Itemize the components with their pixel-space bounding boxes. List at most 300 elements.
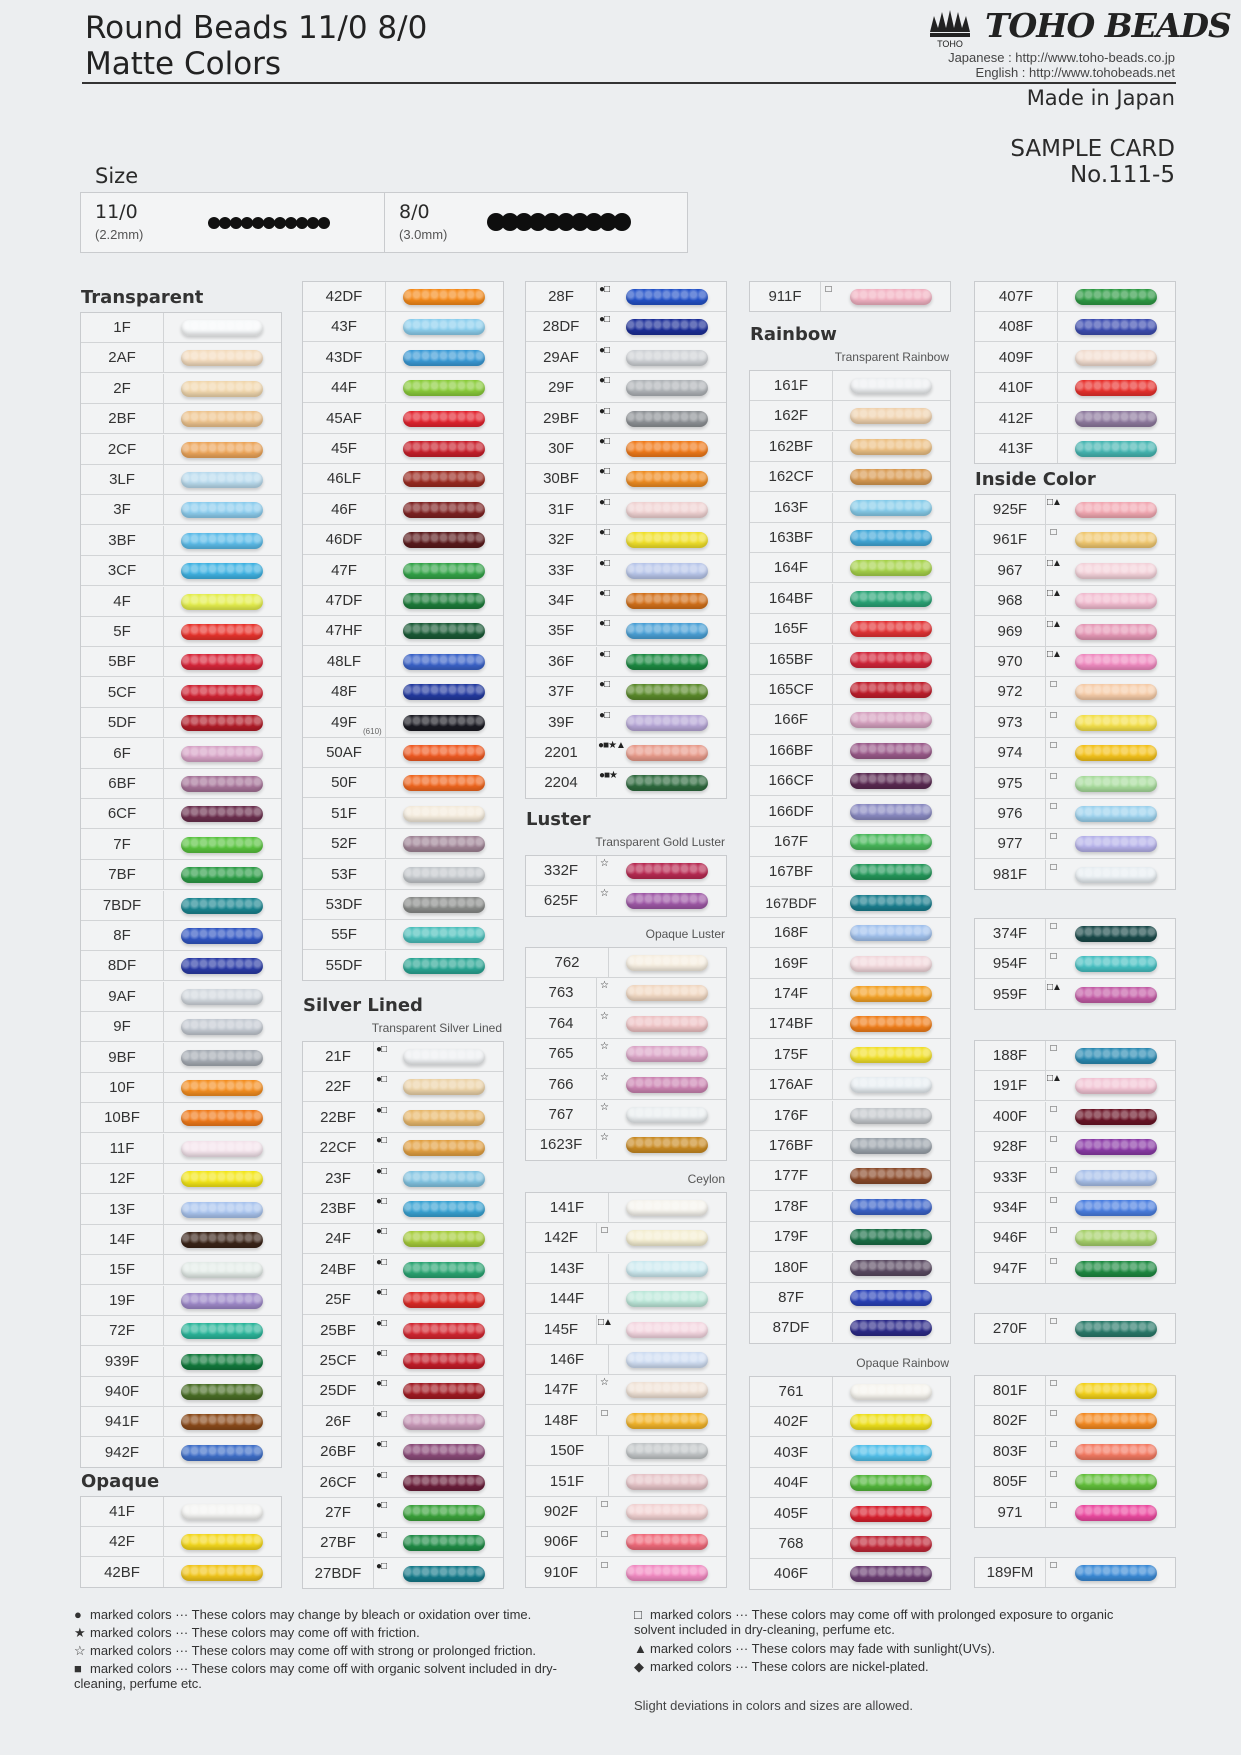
color-row (975, 1254, 1175, 1283)
bead-strand-swatch (626, 654, 708, 670)
care-mark-icon: □ (1050, 1195, 1056, 1206)
bead-strand-swatch (1075, 1048, 1157, 1064)
care-mark-icon: ☆ (600, 1102, 608, 1113)
color-row (81, 526, 281, 556)
bead-strand-swatch (403, 502, 485, 518)
color-code: 29BF (526, 404, 597, 433)
color-row (81, 1164, 281, 1194)
color-row (81, 617, 281, 647)
care-mark-icon: ●□ (375, 1287, 387, 1299)
bead-strand-swatch (626, 1504, 708, 1520)
bead-strand-swatch (1075, 1565, 1157, 1581)
color-card (302, 281, 504, 981)
color-row (750, 1313, 950, 1342)
care-mark-icon: ●□ (598, 557, 610, 569)
color-code: 31F (526, 495, 597, 524)
care-mark-icon: □ (1050, 1134, 1056, 1146)
care-mark-icon: □ (601, 1559, 607, 1571)
color-code: 176BF (750, 1131, 833, 1160)
color-code: 25BF (303, 1316, 374, 1345)
bead-strand-swatch (626, 1291, 708, 1307)
care-mark-icon: ●□ (598, 588, 610, 599)
color-row (81, 587, 281, 617)
color-row (526, 768, 726, 797)
subsection-label: Ceylon (687, 1172, 725, 1186)
color-code: 763 (526, 978, 597, 1007)
bead-strand-swatch (1075, 926, 1157, 942)
bead-strand-swatch (403, 1292, 485, 1308)
bead-strand-swatch (181, 867, 263, 883)
bead-strand-swatch (403, 1475, 485, 1491)
legend-label: marked colors (650, 1659, 732, 1674)
color-code: 933F (975, 1163, 1046, 1192)
bead-strand-swatch (181, 1080, 263, 1096)
bead-strand-swatch (403, 593, 485, 609)
color-code: 805F (975, 1467, 1046, 1496)
color-row (750, 462, 950, 492)
color-code: 925F (975, 495, 1046, 524)
care-mark-icon: □ (1050, 679, 1056, 691)
bead-strand-swatch (850, 956, 932, 972)
care-mark-icon: ●□ (598, 679, 610, 691)
bead-strand-swatch (850, 652, 932, 668)
color-code: 26BF (303, 1437, 374, 1466)
color-code: 53F (303, 860, 386, 889)
bead-strand-swatch (181, 989, 263, 1005)
color-card (749, 370, 951, 1344)
color-row (750, 797, 950, 827)
bead-strand-swatch (626, 502, 708, 518)
sample-card-title: SAMPLE CARD (1010, 136, 1175, 162)
care-mark-icon: □ (1050, 1499, 1056, 1511)
color-row (750, 282, 950, 311)
bead-strand-swatch (181, 381, 263, 397)
color-row (81, 465, 281, 495)
bead-strand-swatch (181, 1565, 263, 1581)
color-code: 13F (81, 1195, 164, 1224)
bead-strand-swatch (403, 563, 485, 579)
color-row (303, 1498, 503, 1528)
color-row (81, 1255, 281, 1285)
color-row (750, 979, 950, 1009)
color-code: 167BDF (750, 888, 833, 917)
color-row (526, 616, 726, 646)
bead-strand-swatch (181, 1445, 263, 1461)
color-row (303, 1255, 503, 1285)
color-row (975, 677, 1175, 707)
section-heading: Luster (526, 809, 591, 830)
bead-strand-swatch (403, 441, 485, 457)
bead-strand-swatch (626, 1565, 708, 1581)
color-row (526, 1467, 726, 1497)
color-code: 7F (81, 830, 164, 859)
color-code: 946F (975, 1223, 1046, 1252)
bead-strand-swatch (403, 1566, 485, 1582)
color-row (975, 1041, 1175, 1071)
color-row (750, 857, 950, 887)
color-card (749, 281, 951, 312)
bead-strand-swatch (850, 1260, 932, 1276)
care-mark-icon: ☆ (600, 1377, 608, 1389)
bead-strand-swatch (181, 715, 263, 731)
color-code: 766 (526, 1070, 597, 1099)
color-code: 46DF (303, 525, 386, 554)
color-code: 14F (81, 1225, 164, 1254)
bead-strand-swatch (181, 1110, 263, 1126)
bead-strand-swatch (181, 685, 263, 701)
bead-strand-swatch (403, 289, 485, 305)
care-mark-icon: ●□ (375, 1469, 387, 1481)
color-row (975, 860, 1175, 889)
care-mark-icon: □▲ (1047, 1073, 1061, 1085)
color-row (526, 708, 726, 738)
color-code: 162BF (750, 432, 833, 461)
size-large-mm: (3.0mm) (399, 227, 448, 242)
care-mark-icon: □ (1050, 709, 1056, 721)
color-row (303, 1468, 503, 1498)
bead-strand-swatch (1075, 593, 1157, 609)
bead-strand-swatch (181, 442, 263, 458)
bead-strand-swatch (181, 472, 263, 488)
subsection-label: Opaque Luster (645, 927, 725, 941)
color-code: 47DF (303, 586, 386, 615)
care-mark-icon: □ (601, 1407, 607, 1419)
bead-strand-swatch (181, 1354, 263, 1370)
color-row (303, 1133, 503, 1163)
color-code: 10F (81, 1073, 164, 1102)
bead-strand-swatch (850, 1138, 932, 1154)
legend-separator: ··· (171, 1661, 192, 1676)
color-code: 969 (975, 617, 1046, 646)
bead-strand-swatch (626, 319, 708, 335)
color-code: 163F (750, 493, 833, 522)
color-row (303, 738, 503, 768)
color-code: 43DF (303, 343, 386, 372)
care-mark-icon: ☆ (600, 1010, 608, 1022)
bead-strand-swatch (626, 745, 708, 761)
color-row (975, 1406, 1175, 1436)
bead-strand-swatch (181, 1019, 263, 1035)
color-code: 87DF (750, 1313, 833, 1342)
color-code: 971 (975, 1498, 1046, 1527)
bead-strand-swatch (1075, 1230, 1157, 1246)
color-row (526, 978, 726, 1008)
bead-strand-swatch (403, 1323, 485, 1339)
bead-strand-swatch (181, 1384, 263, 1400)
color-code: 166BF (750, 736, 833, 765)
color-code: 5BF (81, 647, 164, 676)
color-row (303, 1103, 503, 1133)
color-code: 974 (975, 738, 1046, 767)
color-row (303, 1285, 503, 1315)
color-row (750, 1040, 950, 1070)
care-mark-icon: □ (1050, 951, 1056, 963)
color-row (526, 464, 726, 494)
color-code: 147F (526, 1375, 597, 1404)
color-code: 55F (303, 920, 386, 949)
color-code: 802F (975, 1406, 1046, 1435)
color-code: 961F (975, 525, 1046, 554)
url-english[interactable]: English : http://www.tohobeads.net (975, 65, 1175, 80)
color-row (526, 856, 726, 886)
color-code: 413F (975, 434, 1058, 463)
color-code: 28DF (526, 312, 597, 341)
color-row (303, 829, 503, 859)
color-row (81, 1527, 281, 1557)
color-code: 29AF (526, 343, 597, 372)
color-row (975, 282, 1175, 312)
legend-text: These colors may fade with sunlight(UVs). (751, 1641, 996, 1656)
bead-strand-swatch (403, 1201, 485, 1217)
color-row (81, 343, 281, 373)
care-mark-icon: □ (1050, 801, 1056, 812)
legend-item (74, 1643, 579, 1658)
color-row (526, 586, 726, 616)
bead-strand-swatch (626, 1261, 708, 1277)
url-japanese[interactable]: Japanese : http://www.toho-beads.co.jp (948, 50, 1175, 65)
color-code: 53DF (303, 890, 386, 919)
bead-strand-swatch (850, 408, 932, 424)
color-row (975, 1163, 1175, 1193)
care-mark-icon: ●■★ (598, 770, 618, 782)
bead-strand-swatch (181, 624, 263, 640)
color-code: 176AF (750, 1070, 833, 1099)
color-code: 36F (526, 647, 597, 676)
bead-strand-swatch (850, 1414, 932, 1430)
color-row (975, 1071, 1175, 1101)
color-row (303, 1072, 503, 1102)
color-code: 906F (526, 1527, 597, 1556)
color-row (303, 677, 503, 707)
color-code: 46F (303, 495, 386, 524)
bead-strand-swatch (626, 1230, 708, 1246)
color-code: 177F (750, 1161, 833, 1190)
size-divider (384, 193, 385, 252)
color-row (81, 1497, 281, 1527)
bead-strand-swatch (1075, 987, 1157, 1003)
color-row (526, 647, 726, 677)
color-code: 6CF (81, 799, 164, 828)
bead-strand-swatch (626, 350, 708, 366)
care-mark-icon: ●□ (375, 1196, 387, 1207)
legend-text: These colors may come off with organic solvent included in dry-cleaning, perfume etc. (74, 1661, 557, 1691)
color-code: 43F (303, 312, 386, 341)
color-row (526, 343, 726, 373)
bead-strand-swatch (850, 469, 932, 485)
color-row (750, 1192, 950, 1222)
bead-strand-swatch (626, 715, 708, 731)
color-row (81, 891, 281, 921)
legend-label: marked colors (90, 1607, 172, 1622)
color-code: 928F (975, 1132, 1046, 1161)
bead-strand-swatch (181, 837, 263, 853)
size-box (80, 192, 688, 253)
color-row (303, 1164, 503, 1194)
url-block (948, 50, 1175, 80)
color-row (303, 312, 503, 342)
sample-card-number: No.111-5 (1069, 162, 1175, 188)
bead-strand-swatch (403, 1110, 485, 1126)
bead-strand-swatch (626, 1322, 708, 1338)
bead-strand-swatch (1075, 1413, 1157, 1429)
legend-item (74, 1661, 579, 1691)
care-mark-icon: ●□ (598, 648, 610, 660)
color-row (81, 982, 281, 1012)
legend-symbol-icon: □ (634, 1607, 642, 1622)
bead-strand-swatch (850, 743, 932, 759)
color-code: 402F (750, 1407, 833, 1436)
care-mark-icon: ●□ (375, 1439, 387, 1451)
color-code: 977 (975, 829, 1046, 858)
color-code: 178F (750, 1192, 833, 1221)
legend-separator: ··· (171, 1643, 192, 1658)
legend-symbol-icon: ▲ (634, 1641, 647, 1656)
care-mark-icon: □▲ (1047, 618, 1061, 630)
bead-strand-swatch (403, 654, 485, 670)
color-code: 9F (81, 1012, 164, 1041)
color-code: 975 (975, 769, 1046, 798)
legend-item (634, 1607, 1139, 1637)
color-code: 188F (975, 1041, 1046, 1070)
color-code: 22BF (303, 1103, 374, 1132)
color-row (81, 1012, 281, 1042)
care-mark-icon: □ (1050, 740, 1056, 752)
color-row (750, 1070, 950, 1100)
bead-strand-swatch (626, 289, 708, 305)
size-large-label: 8/0 (399, 201, 430, 223)
color-code: 191F (975, 1071, 1046, 1100)
color-code: 167BF (750, 857, 833, 886)
color-row (81, 374, 281, 404)
bead-strand-swatch (626, 1077, 708, 1093)
color-code: 55DF (303, 951, 386, 980)
title-line-1: Round Beads 11/0 8/0 (85, 10, 428, 46)
color-code: 143F (526, 1254, 609, 1283)
color-row (81, 313, 281, 343)
care-mark-icon: ☆ (600, 858, 608, 869)
color-row (750, 645, 950, 675)
size-bead (230, 217, 242, 229)
color-code: 374F (975, 919, 1046, 948)
color-row (303, 1224, 503, 1254)
color-code: 1F (81, 313, 164, 342)
section-heading: Inside Color (975, 469, 1096, 490)
bead-strand-swatch (850, 1168, 932, 1184)
color-code: 764 (526, 1009, 597, 1038)
color-code: 45F (303, 434, 386, 463)
color-code: 2201 (526, 738, 597, 767)
color-code: 7BDF (81, 891, 164, 920)
bead-strand-swatch (850, 1475, 932, 1491)
care-mark-icon: ☆ (600, 1071, 608, 1083)
bead-strand-swatch (181, 1262, 263, 1278)
color-code: 162F (750, 401, 833, 430)
color-row (526, 1315, 726, 1345)
bead-strand-swatch (181, 320, 263, 336)
bead-strand-swatch (403, 1049, 485, 1065)
color-code: 9AF (81, 982, 164, 1011)
color-row (975, 1132, 1175, 1162)
bead-strand-swatch (403, 836, 485, 852)
size-bead (274, 217, 286, 229)
color-row (303, 1346, 503, 1376)
color-code: 42BF (81, 1558, 164, 1587)
color-code: 151F (526, 1467, 609, 1496)
bead-strand-swatch (626, 1413, 708, 1429)
page-title (85, 10, 427, 82)
color-note: (610) (363, 726, 382, 736)
color-row (750, 1283, 950, 1313)
bead-strand-swatch (403, 1414, 485, 1430)
care-mark-icon: ●□ (375, 1500, 387, 1511)
care-mark-icon: □ (1050, 1103, 1056, 1115)
bead-strand-swatch (1075, 1383, 1157, 1399)
color-code: 625F (526, 886, 597, 915)
size-small-label: 11/0 (95, 201, 138, 223)
color-code: 141F (526, 1193, 609, 1222)
care-mark-icon: ●□ (598, 466, 610, 478)
color-code: 410F (975, 373, 1058, 402)
care-mark-icon: ●□ (598, 496, 610, 508)
color-row (81, 921, 281, 951)
legend-item (74, 1625, 579, 1640)
care-mark-icon: ●□ (598, 344, 610, 356)
bead-strand-swatch (850, 500, 932, 516)
color-code: 910F (526, 1558, 597, 1587)
care-mark-icon: □ (601, 1225, 607, 1237)
color-card (80, 312, 282, 1468)
legend-label: marked colors (650, 1607, 732, 1622)
color-row (750, 614, 950, 644)
color-row (975, 1498, 1175, 1527)
color-code: 23F (303, 1164, 374, 1193)
subsection-label: Transparent Silver Lined (371, 1021, 502, 1035)
color-code: 968 (975, 586, 1046, 615)
color-row (750, 1009, 950, 1039)
color-code: 163BF (750, 523, 833, 552)
color-code: 407F (975, 282, 1058, 311)
bead-strand-swatch (181, 502, 263, 518)
bead-strand-swatch (626, 1382, 708, 1398)
color-code: 24F (303, 1224, 374, 1253)
color-code: 939F (81, 1347, 164, 1376)
color-code: 87F (750, 1283, 833, 1312)
bead-strand-swatch (1075, 776, 1157, 792)
color-row (750, 1377, 950, 1407)
subsection-label: Transparent Rainbow (834, 350, 949, 364)
bead-strand-swatch (403, 319, 485, 335)
color-code: 165CF (750, 675, 833, 704)
color-row (526, 1100, 726, 1130)
care-mark-icon: □ (1050, 527, 1056, 539)
bead-strand-swatch (181, 1141, 263, 1157)
color-code: 164F (750, 553, 833, 582)
bead-strand-swatch (626, 1016, 708, 1032)
bead-strand-swatch (403, 1505, 485, 1521)
color-code: 406F (750, 1559, 833, 1588)
bead-strand-swatch (626, 441, 708, 457)
color-code: 22CF (303, 1133, 374, 1162)
color-code: 4F (81, 587, 164, 616)
color-code: 2BF (81, 404, 164, 433)
title-line-2: Matte Colors (85, 46, 282, 82)
color-card (525, 855, 727, 917)
color-code: 408F (975, 312, 1058, 341)
color-code: 10BF (81, 1103, 164, 1132)
bead-strand-swatch (1075, 836, 1157, 852)
bead-strand-swatch (403, 1383, 485, 1399)
color-card (749, 1376, 951, 1590)
